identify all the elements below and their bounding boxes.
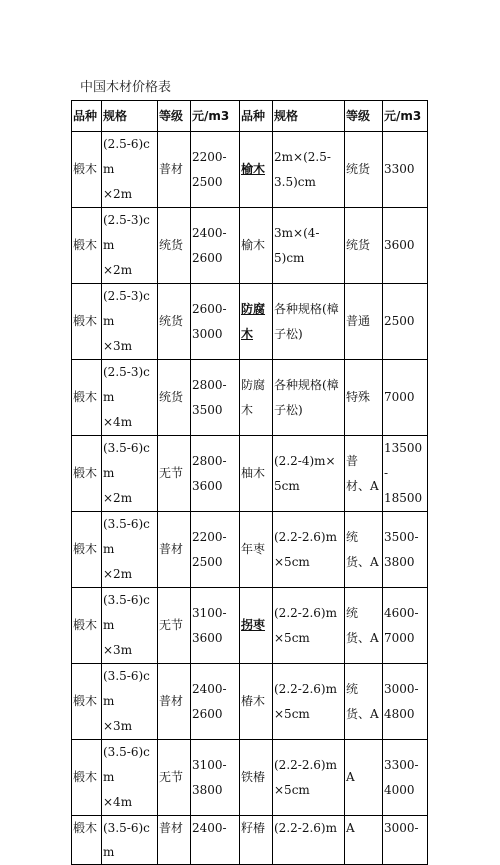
cell-spec-2-line: ×5cm: [274, 706, 310, 721]
cell-grade-2: [345, 284, 383, 360]
cell-spec-2-line: ×5cm: [274, 782, 310, 797]
cell-spec-line: (3.5-6)cm: [103, 517, 150, 556]
cell-price-2: [383, 588, 428, 664]
cell-price: [191, 360, 240, 436]
cell-price-2-line: 3300-: [384, 757, 419, 772]
cell-spec-line: (2.5-3)cm: [103, 213, 150, 252]
cell-spec-line: (2.5-6)cm: [103, 137, 150, 176]
cell-spec-line: (3.5-6)cm: [103, 669, 150, 708]
cell-variety-text: 椴木: [73, 694, 98, 708]
cell-grade-2-text: 统货、A: [346, 529, 379, 569]
cell-price-2: [383, 664, 428, 740]
cell-spec-line: ×3m: [103, 339, 133, 353]
cell-price-line: 2400-: [192, 681, 227, 696]
cell-variety: [72, 208, 102, 284]
cell-variety: [72, 360, 102, 436]
cell-grade-2: [345, 132, 383, 208]
header-variety-2: 品种: [240, 101, 273, 132]
cell-price: [191, 512, 240, 588]
cell-price-line: 3500: [192, 402, 223, 417]
cell-variety-text: 椴木: [73, 314, 98, 328]
cell-price-line: 2400-: [192, 225, 227, 240]
cell-spec-line: ×4m: [103, 415, 133, 429]
cell-spec-line: ×2m: [103, 263, 133, 277]
cell-spec-2: [273, 740, 345, 816]
cell-spec-2: [273, 284, 345, 360]
cell-price-2-line: 7000: [384, 630, 415, 645]
cell-grade-2: [345, 436, 383, 512]
cell-price-2-line: 13500-: [384, 441, 423, 480]
cell-variety-2-text: 防腐木: [241, 301, 266, 341]
cell-price-2-line: 18500: [384, 491, 423, 505]
cell-variety-2: [240, 512, 273, 588]
cell-price-2: [383, 816, 428, 865]
cell-price: [191, 740, 240, 816]
wood-price-table: [71, 100, 428, 865]
cell-spec-line: (3.5-6)cm: [103, 821, 150, 859]
cell-variety-2-text: 椿木: [241, 694, 266, 708]
table-body: [72, 132, 428, 865]
cell-variety-2: [240, 208, 273, 284]
cell-variety: [72, 740, 102, 816]
cell-spec-2-line: 5cm: [274, 478, 300, 493]
cell-grade-2: [345, 208, 383, 284]
cell-price-line: 3600: [192, 630, 223, 645]
cell-price: [191, 132, 240, 208]
cell-grade: [158, 132, 191, 208]
cell-price-line: 2500: [192, 174, 223, 189]
cell-grade-2-text: 统货、A: [346, 605, 379, 645]
cell-variety-2-text: 柚木: [241, 466, 266, 480]
cell-grade: [158, 360, 191, 436]
cell-grade-text: 统货: [159, 314, 184, 328]
document-title: 中国木材价格表: [80, 80, 172, 95]
cell-spec-2-line: ×5cm: [274, 554, 310, 569]
cell-spec-2-line: (2.2-2.6)m: [274, 757, 337, 772]
cell-spec-2-line: 各种规格(樟: [274, 377, 339, 392]
cell-spec-2: [273, 436, 345, 512]
cell-price-2: [383, 436, 428, 512]
header-price-2: 元/m3: [383, 101, 428, 132]
header-grade-2: 等级: [345, 101, 383, 132]
cell-spec: [102, 436, 158, 512]
cell-price-line: 3800: [192, 782, 223, 797]
cell-spec-line: ×3m: [103, 643, 133, 657]
cell-spec-2-line: 子松): [274, 326, 303, 341]
cell-spec-2-line: 各种规格(樟: [274, 301, 339, 316]
table-row: [72, 360, 428, 436]
cell-price-line: 3100-: [192, 757, 227, 772]
cell-grade-2-text: 普通: [346, 314, 371, 328]
cell-price: [191, 664, 240, 740]
table-row: [72, 816, 428, 865]
cell-spec-2-line: (2.2-4)m×: [274, 453, 336, 468]
header-spec-2: 规格: [273, 101, 345, 132]
cell-grade: [158, 816, 191, 865]
cell-variety-2: [240, 436, 273, 512]
cell-spec-2: [273, 208, 345, 284]
cell-grade-2-text: 普材、A: [346, 453, 379, 493]
cell-price-2-line: 3300: [384, 162, 415, 176]
cell-variety: [72, 512, 102, 588]
table-row: [72, 588, 428, 664]
cell-variety: [72, 816, 102, 865]
cell-spec-line: (2.5-3)cm: [103, 289, 150, 328]
cell-variety-2-text: 榆木: [241, 162, 266, 176]
table-row: [72, 740, 428, 816]
cell-spec: [102, 132, 158, 208]
cell-spec-2: [273, 816, 345, 865]
cell-price-line: 2500: [192, 554, 223, 569]
cell-grade-text: 统货: [159, 390, 184, 404]
cell-variety-text: 椴木: [73, 821, 98, 835]
cell-variety-text: 椴木: [73, 618, 98, 632]
cell-spec-2-line: (2.2-2.6)m: [274, 821, 337, 835]
cell-spec-2-line: (2.2-2.6)m: [274, 681, 337, 696]
cell-grade: [158, 664, 191, 740]
cell-spec-2: [273, 132, 345, 208]
cell-price-line: 2800-: [192, 453, 227, 468]
cell-grade: [158, 512, 191, 588]
cell-variety-text: 椴木: [73, 238, 98, 252]
table-row: [72, 512, 428, 588]
cell-spec-line: ×2m: [103, 491, 133, 505]
cell-grade-2: [345, 740, 383, 816]
cell-variety-2-text: 籽椿: [241, 821, 266, 835]
cell-variety: [72, 588, 102, 664]
cell-grade-text: 普材: [159, 694, 184, 708]
cell-spec-2: [273, 360, 345, 436]
cell-price-2-line: 2500: [384, 314, 415, 328]
cell-variety-text: 椴木: [73, 466, 98, 480]
cell-grade-text: 普材: [159, 542, 184, 556]
cell-spec: [102, 208, 158, 284]
header-spec: 规格: [102, 101, 158, 132]
header-price: 元/m3: [191, 101, 240, 132]
cell-price-2-line: 3600: [384, 238, 415, 252]
table-row: [72, 284, 428, 360]
cell-spec-2: [273, 512, 345, 588]
cell-price-line: 2600: [192, 250, 223, 265]
cell-variety-2: [240, 816, 273, 865]
cell-variety-2: [240, 740, 273, 816]
cell-price-line: 3600: [192, 478, 223, 493]
cell-grade-text: 统货: [159, 238, 184, 252]
cell-price-2: [383, 284, 428, 360]
cell-price-line: 2200-: [192, 529, 227, 544]
cell-price: [191, 816, 240, 865]
cell-price-line: 2600-: [192, 301, 227, 316]
cell-price-line: 2600: [192, 706, 223, 721]
cell-spec-line: ×2m: [103, 187, 133, 201]
cell-grade-text: 普材: [159, 162, 184, 176]
cell-grade: [158, 208, 191, 284]
cell-grade-2: [345, 512, 383, 588]
cell-variety: [72, 436, 102, 512]
cell-price-2: [383, 132, 428, 208]
cell-grade-text: 普材: [159, 821, 184, 835]
cell-spec-line: (3.5-6)cm: [103, 745, 150, 784]
cell-variety-2: [240, 360, 273, 436]
cell-grade: [158, 284, 191, 360]
cell-price-2: [383, 740, 428, 816]
cell-variety-text: 椴木: [73, 542, 98, 556]
cell-spec-line: ×4m: [103, 795, 133, 809]
cell-grade-text: 无节: [159, 770, 184, 784]
cell-grade-2: [345, 360, 383, 436]
cell-spec-2-line: 子松): [274, 402, 303, 417]
cell-spec-2-line: 3m×(4-: [274, 225, 320, 240]
cell-grade-2-text: 特殊: [346, 390, 371, 404]
cell-spec: [102, 588, 158, 664]
cell-spec-2-line: (2.2-2.6)m: [274, 605, 337, 620]
cell-grade-2-text: A: [346, 770, 355, 784]
cell-grade-text: 无节: [159, 618, 184, 632]
cell-spec: [102, 740, 158, 816]
cell-variety-2-text: 榆木: [241, 238, 266, 252]
cell-price-2-line: 3000-: [384, 821, 419, 835]
cell-variety-text: 椴木: [73, 390, 98, 404]
cell-price-line: 3100-: [192, 605, 227, 620]
cell-price-2-line: 4000: [384, 782, 415, 797]
cell-spec: [102, 360, 158, 436]
cell-price-line: 3000: [192, 326, 223, 341]
cell-variety-2: [240, 132, 273, 208]
cell-price-2-line: 3500-: [384, 529, 419, 544]
cell-variety-2: [240, 664, 273, 740]
cell-grade-2-text: 统货: [346, 238, 371, 252]
cell-grade-text: 无节: [159, 466, 184, 480]
cell-price-2: [383, 208, 428, 284]
cell-spec: [102, 284, 158, 360]
cell-price-2-line: 7000: [384, 390, 415, 404]
cell-price-2-line: 3800: [384, 554, 415, 569]
table-row: [72, 436, 428, 512]
cell-spec-2-line: 5)cm: [274, 250, 305, 265]
cell-variety: [72, 284, 102, 360]
cell-grade-2: [345, 816, 383, 865]
table-header-row: [72, 101, 428, 132]
cell-price-2-line: 4800: [384, 706, 415, 721]
cell-grade-2: [345, 588, 383, 664]
cell-spec-line: (2.5-3)cm: [103, 365, 150, 404]
cell-price-line: 2400-: [192, 821, 227, 835]
cell-spec-2-line: 2m×(2.5-: [274, 149, 331, 164]
cell-grade: [158, 588, 191, 664]
cell-spec: [102, 664, 158, 740]
cell-spec-2: [273, 664, 345, 740]
cell-variety-2-text: 铁椿: [241, 770, 266, 784]
cell-variety: [72, 664, 102, 740]
cell-spec-2: [273, 588, 345, 664]
cell-spec-2-line: (2.2-2.6)m: [274, 529, 337, 544]
cell-price-2-line: 3000-: [384, 681, 419, 696]
header-grade: 等级: [158, 101, 191, 132]
cell-spec: [102, 512, 158, 588]
cell-price-line: 2200-: [192, 149, 227, 164]
cell-variety-text: 椴木: [73, 770, 98, 784]
table-row: [72, 132, 428, 208]
cell-spec-line: ×2m: [103, 567, 133, 581]
cell-variety-2: [240, 588, 273, 664]
cell-grade-2: [345, 664, 383, 740]
table-row: [72, 208, 428, 284]
cell-price-line: 2800-: [192, 377, 227, 392]
cell-grade-2-text: 统货: [346, 162, 371, 176]
cell-spec-line: (3.5-6)cm: [103, 441, 150, 480]
cell-variety-2-text: 防腐木: [241, 377, 266, 417]
cell-variety: [72, 132, 102, 208]
cell-grade-2-text: A: [346, 821, 355, 835]
cell-grade-2-text: 统货、A: [346, 681, 379, 721]
cell-spec-line: (3.5-6)cm: [103, 593, 150, 632]
header-variety: 品种: [72, 101, 102, 132]
cell-grade: [158, 740, 191, 816]
cell-price-2-line: 4600-: [384, 605, 419, 620]
cell-variety-2-text: 拐枣: [241, 618, 266, 632]
cell-price: [191, 588, 240, 664]
cell-spec-2-line: 3.5)cm: [274, 174, 316, 189]
cell-price: [191, 208, 240, 284]
cell-price: [191, 284, 240, 360]
cell-spec-2-line: ×5cm: [274, 630, 310, 645]
cell-variety-2: [240, 284, 273, 360]
cell-price: [191, 436, 240, 512]
table-row: [72, 664, 428, 740]
cell-spec: [102, 816, 158, 865]
cell-price-2: [383, 512, 428, 588]
cell-spec-line: ×3m: [103, 719, 133, 733]
cell-price-2: [383, 360, 428, 436]
cell-variety-text: 椴木: [73, 162, 98, 176]
cell-variety-2-text: 年枣: [241, 542, 266, 556]
cell-grade: [158, 436, 191, 512]
